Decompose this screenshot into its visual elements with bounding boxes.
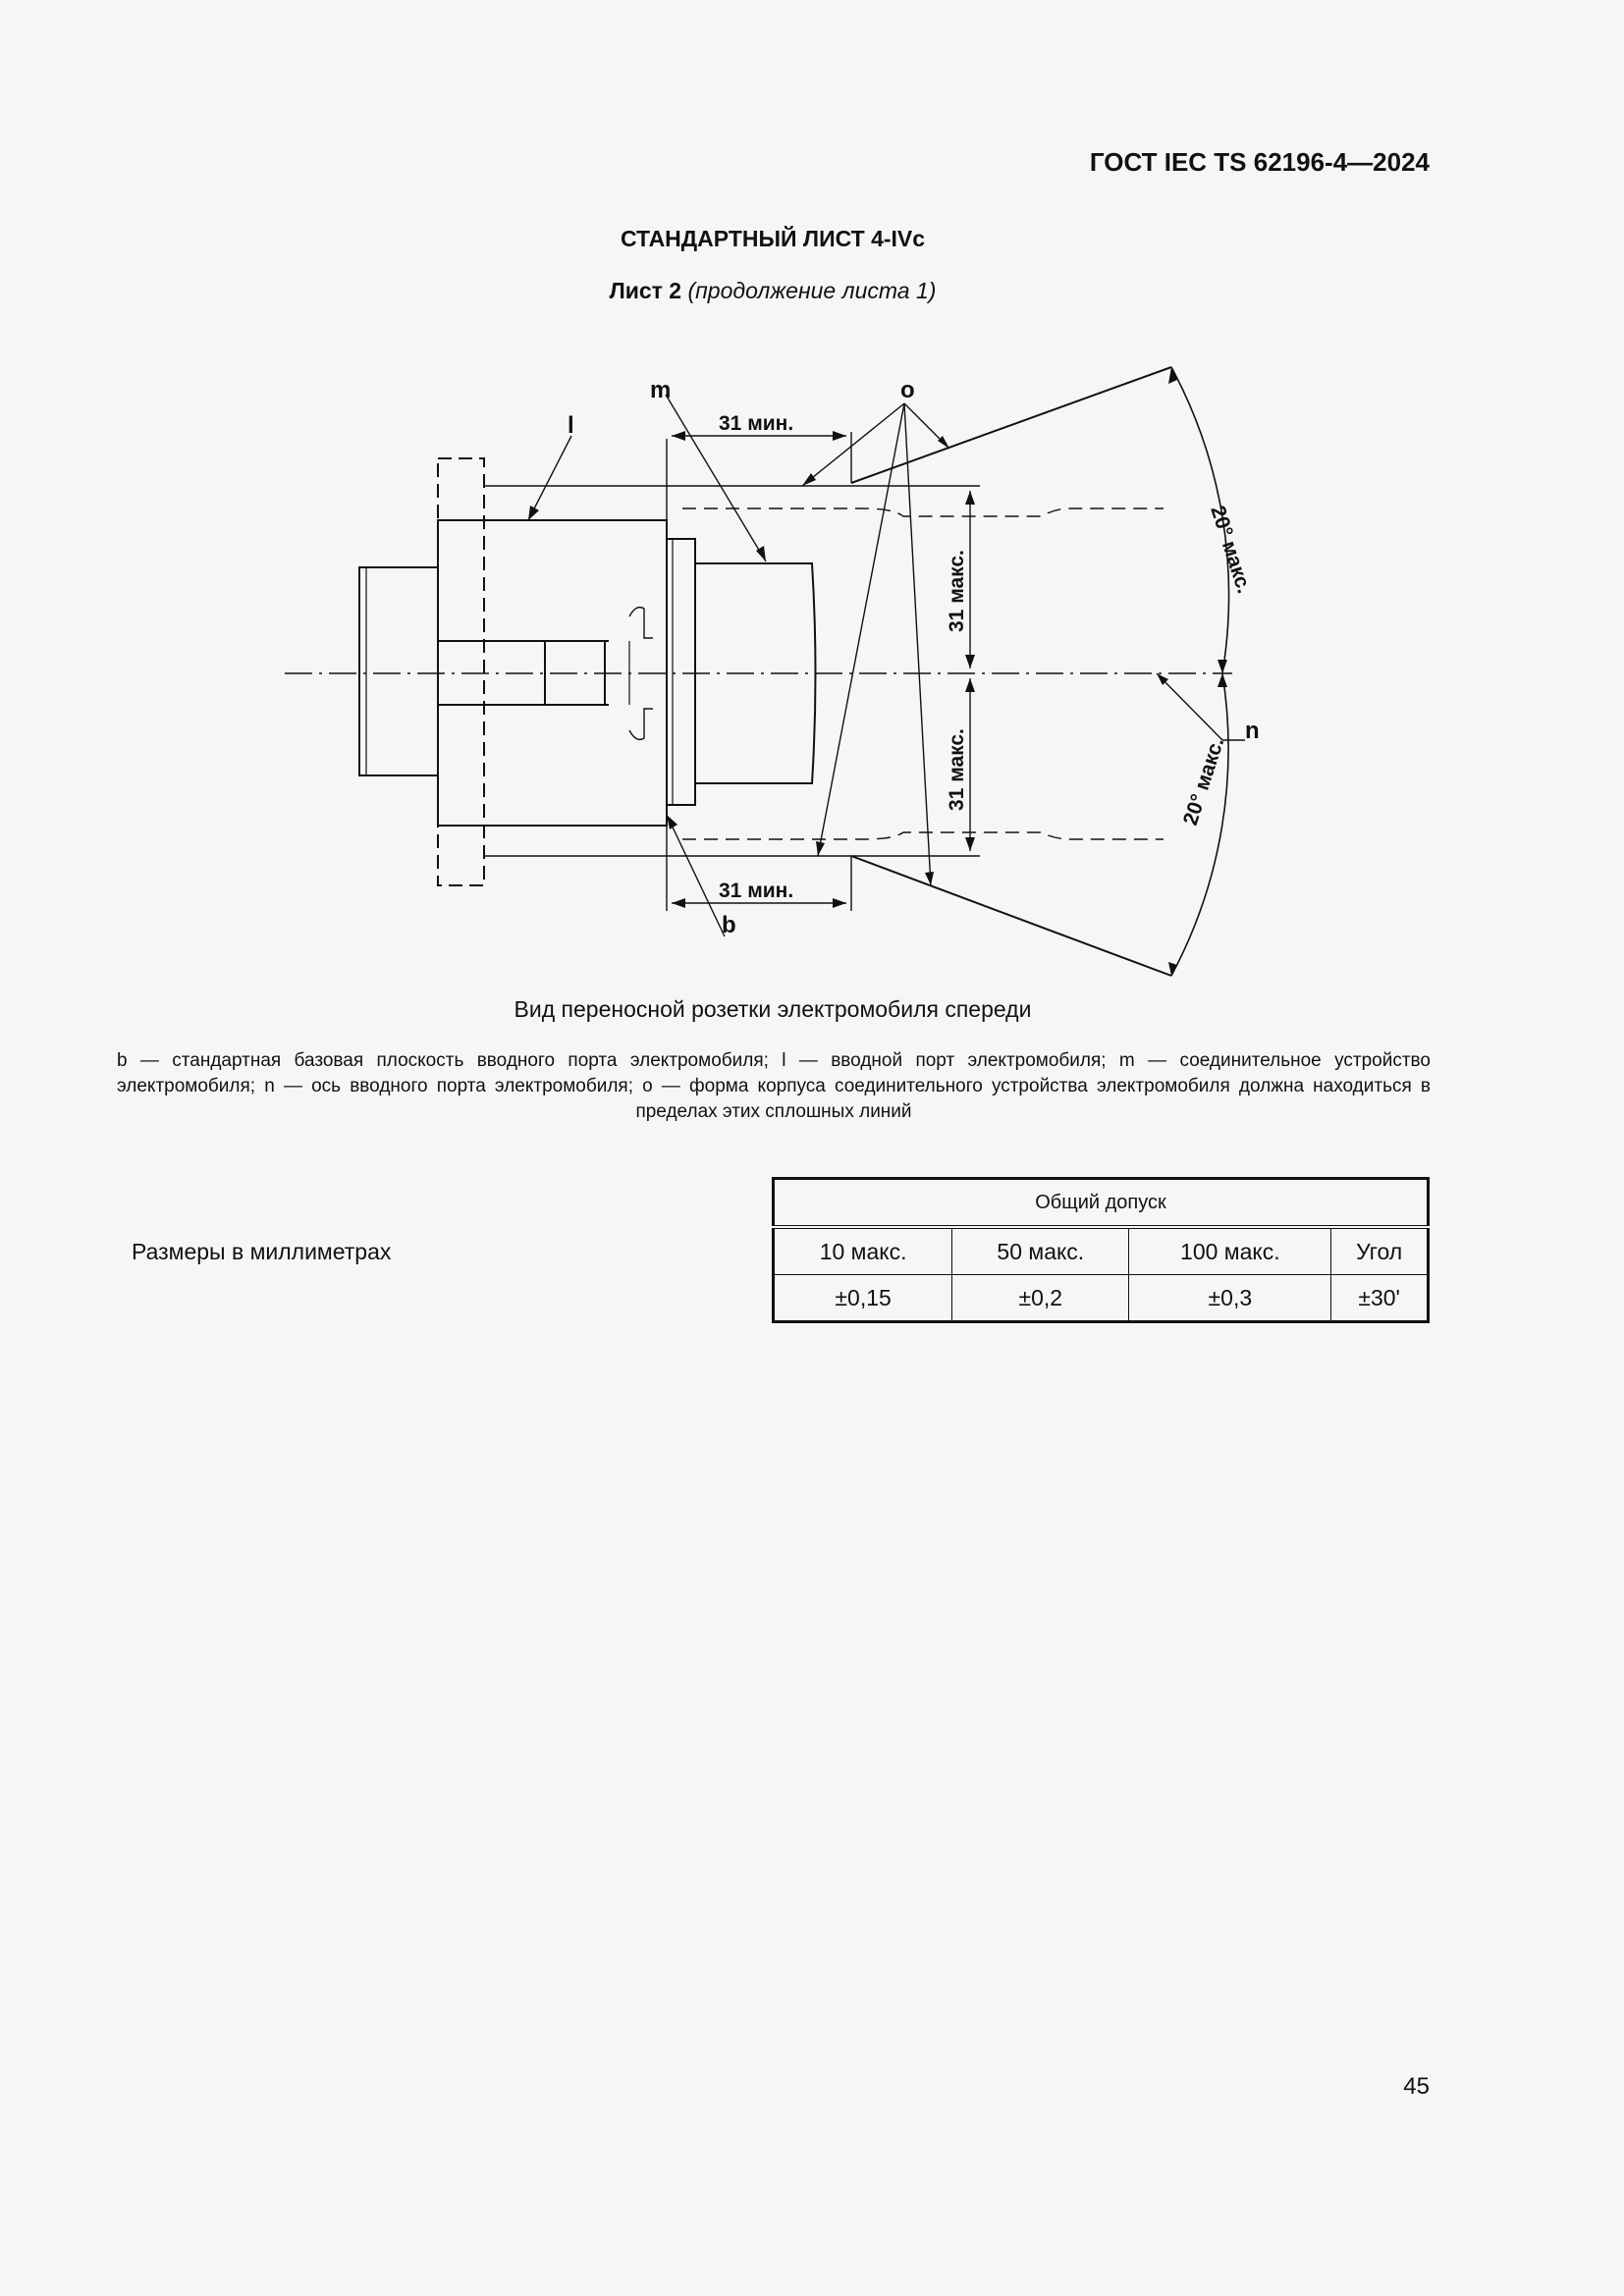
tolerance-header-row <box>774 1227 1429 1275</box>
arrow <box>1218 673 1227 687</box>
dim-angle-lower: 20° макс. <box>1178 734 1229 828</box>
dim-lower-max: 31 макс. <box>946 728 968 811</box>
angle-arc <box>1171 367 1229 976</box>
sheet-title: СТАНДАРТНЫЙ ЛИСТ 4-IVc <box>620 226 926 251</box>
tolerance-table <box>772 1177 1430 1323</box>
figure-caption: Вид переносной розетки электромобиля спереди <box>514 996 1032 1022</box>
tolerance-title: Общий допуск <box>774 1179 1429 1228</box>
sheet-subtitle <box>0 278 1545 304</box>
dim-top-min: 31 мин. <box>719 412 794 435</box>
arrow <box>667 815 677 829</box>
label-n: n <box>1245 718 1260 744</box>
page-number: 45 <box>1403 2073 1430 2100</box>
dim-angle-upper: 20° макс. <box>1206 503 1256 597</box>
label-b: b <box>722 912 736 938</box>
sheet-subtitle-italic: (продолжение листа 1) <box>687 278 937 303</box>
leader-l <box>528 436 571 520</box>
tolerance-value-cell: ±0,3 <box>1129 1275 1331 1322</box>
document-code: ГОСТ IEC TS 62196-4—2024 <box>1089 147 1430 177</box>
tolerance-header-cell: 10 макс. <box>774 1227 952 1275</box>
tolerance-value-cell: ±0,2 <box>952 1275 1129 1322</box>
leader-b <box>667 815 725 936</box>
arrow <box>965 678 975 692</box>
arrowheads <box>528 367 1227 976</box>
label-l: l <box>568 412 574 439</box>
leader-n-2 <box>1157 673 1222 740</box>
label-o: o <box>900 377 915 403</box>
arrow <box>672 431 685 441</box>
dashed-upper-contour <box>682 508 1164 516</box>
arrow <box>816 841 825 856</box>
tolerance-value-cell: ±30' <box>1331 1275 1429 1322</box>
arrow <box>965 491 975 505</box>
tolerance-title-row <box>774 1179 1429 1228</box>
dim-upper-max: 31 макс. <box>946 550 968 632</box>
dashed-flange <box>438 458 484 885</box>
left-cylinder <box>359 567 438 775</box>
arrow <box>833 431 846 441</box>
leader-o-1 <box>802 403 904 486</box>
tolerance-header-cell: 50 макс. <box>952 1227 1129 1275</box>
leader-o-4 <box>904 403 931 885</box>
latch-top <box>629 608 653 638</box>
bottom-envelope-line <box>851 856 1171 976</box>
dim-bottom-min: 31 мин. <box>719 880 794 902</box>
arrow <box>802 473 816 486</box>
tolerance-header-cell: 100 макс. <box>1129 1227 1331 1275</box>
reference-flange <box>667 539 695 805</box>
arrow <box>833 898 846 908</box>
label-m: m <box>650 377 672 403</box>
tolerance-value-row <box>774 1275 1429 1322</box>
dashed-lower-contour <box>682 832 1164 839</box>
arrow <box>672 898 685 908</box>
latch-bottom <box>629 709 653 739</box>
tolerance-header-cell: Угол <box>1331 1227 1429 1275</box>
arrow <box>965 655 975 668</box>
top-envelope-line <box>851 367 1171 483</box>
arrow <box>1218 660 1227 673</box>
arrow <box>965 837 975 851</box>
sheet-subtitle-bold: Лист 2 <box>609 278 682 303</box>
arrow <box>528 506 539 520</box>
units-note: Размеры в миллиметрах <box>132 1239 392 1264</box>
leader-o-3 <box>818 403 904 856</box>
technical-drawing <box>0 334 1624 1001</box>
figure-legend: b — стандартная базовая плоскость вводного порта электромобиля; l — вводной порт электромобиля; m — соединительное устройство электромобиля; n — ось вводного порта электромобиля; o — форма корпуса соединительного устройства электромобиля должна находиться в пределах этих сплошных линий <box>117 1050 1431 1122</box>
tolerance-value-cell: ±0,15 <box>774 1275 952 1322</box>
